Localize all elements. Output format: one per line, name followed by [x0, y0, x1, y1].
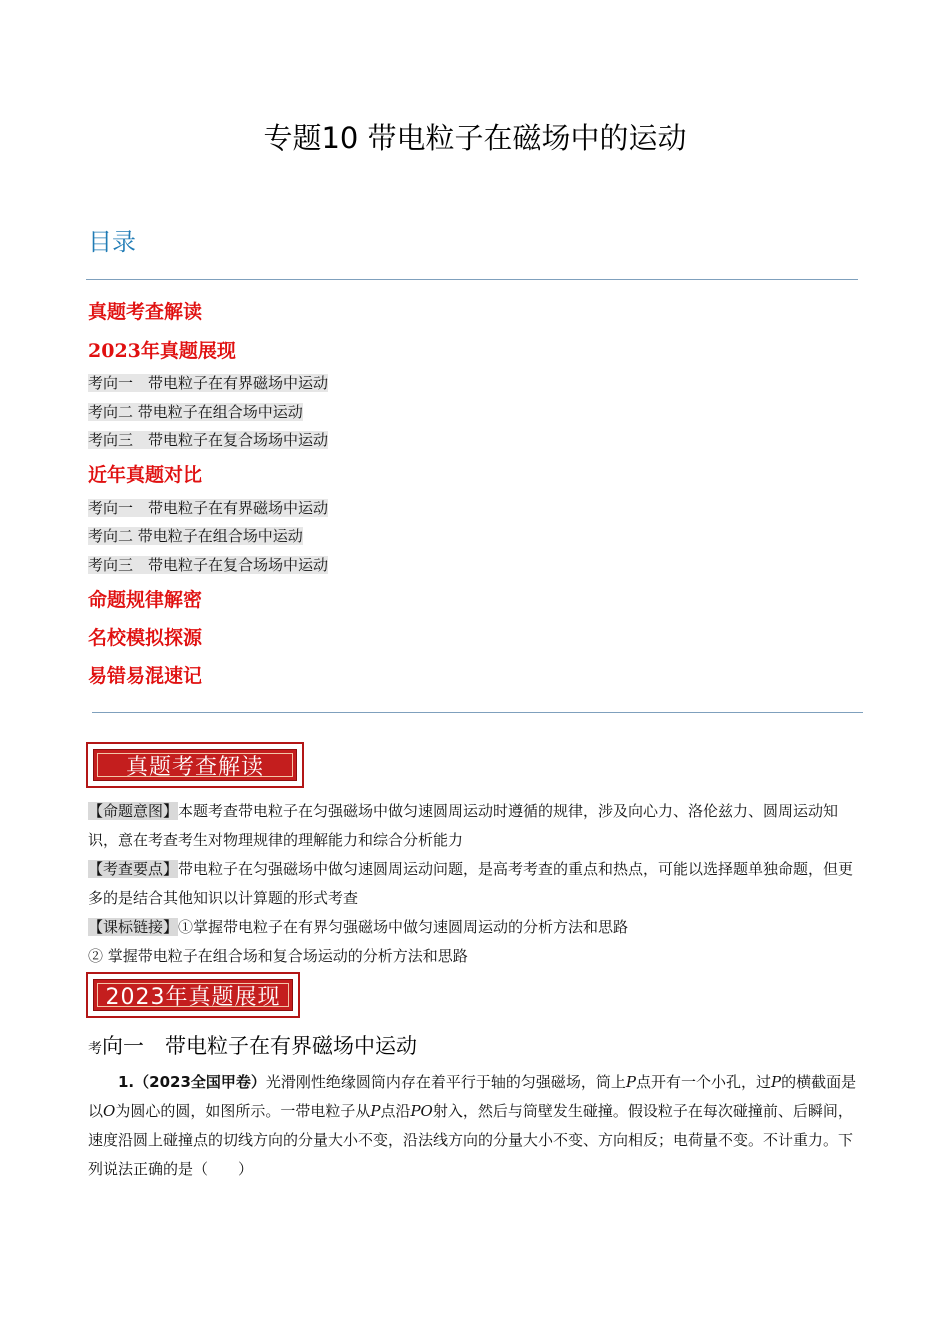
- question: [88, 1068, 866, 1184]
- toc-subitem-label: 考向三 带电粒子在复合场场中运动: [88, 556, 329, 574]
- paragraph-text: 本题考查带电粒子在匀强磁场中做匀速圆周运动时遵循的规律，涉及向心力、洛伦兹力、圆周运动知识，意在考查考生对物理规律的理解能力和综合分析能力: [88, 802, 839, 849]
- toc-item[interactable]: 名校模拟探源: [88, 627, 203, 649]
- intro-paragraph: [88, 913, 866, 942]
- toc-item[interactable]: 近年真题对比: [88, 464, 203, 486]
- variable: O: [103, 1102, 116, 1120]
- section-heading-text: 向一 带电粒子在有界磁场中运动: [102, 1034, 417, 1058]
- toc-subitem-label: 考向一 带电粒子在有界磁场中运动: [88, 374, 329, 392]
- toc-subitem-label: 考向三 带电粒子在复合场场中运动: [88, 431, 329, 449]
- intro-paragraph: [88, 797, 866, 855]
- paragraph-text: 带电粒子在匀强磁场中做匀速圆周运动问题，是高考考查的重点和热点，可能以选择题单独命题，但更多的是结合其他知识以计算题的形式考查: [88, 860, 854, 907]
- question-text: 点开有一个小孔，过: [636, 1073, 772, 1091]
- section-banner: [86, 742, 304, 788]
- label-tag: 【考查要点】: [88, 860, 179, 878]
- toc-subitem[interactable]: [88, 372, 328, 393]
- variable: PO: [410, 1102, 433, 1120]
- toc-item[interactable]: 真题考查解读: [88, 301, 203, 323]
- question-source: （2023全国甲卷）: [134, 1073, 266, 1091]
- toc-subitem[interactable]: [88, 401, 303, 422]
- question-text: 的横截面是以: [88, 1073, 857, 1120]
- intro-paragraph: [88, 855, 866, 913]
- variable: P: [625, 1073, 636, 1091]
- toc-subitem-label: 考向二 带电粒子在组合场中运动: [88, 527, 303, 545]
- toc-subitem[interactable]: [88, 525, 303, 546]
- label-tag: 【课标链接】: [88, 918, 179, 936]
- intro-paragraph: ② 掌握带电粒子在组合场和复合场运动的分析方法和思路: [88, 947, 468, 965]
- toc-subitem[interactable]: [88, 429, 328, 450]
- toc-subitem[interactable]: [88, 554, 328, 575]
- section-heading: [88, 1030, 417, 1060]
- divider: [86, 279, 858, 280]
- toc-item[interactable]: 易错易混速记: [88, 665, 203, 687]
- label-tag: 【命题意图】: [88, 802, 179, 820]
- toc-subitem-label: 考向二 带电粒子在组合场中运动: [88, 403, 303, 421]
- toc-subitem-label: 考向一 带电粒子在有界磁场中运动: [88, 499, 329, 517]
- toc-item[interactable]: 命题规律解密: [88, 589, 203, 611]
- variable: P: [771, 1073, 782, 1091]
- question-text: 光滑刚性绝缘圆筒内存在着平行于轴的匀强磁场，筒上: [265, 1073, 626, 1091]
- paragraph-text: ①掌握带电粒子在有界匀强磁场中做匀速圆周运动的分析方法和思路: [178, 918, 629, 936]
- section-heading-prefix: 考: [88, 1041, 102, 1057]
- question-text: 点沿: [380, 1102, 411, 1120]
- section-banner-label: 2023年真题展现: [105, 984, 281, 1010]
- divider: [92, 712, 863, 713]
- toc-heading: 目录: [88, 228, 136, 256]
- variable: P: [370, 1102, 381, 1120]
- question-number: 1.: [118, 1073, 135, 1091]
- question-text: 射入，然后与筒壁发生碰撞。假设粒子在每次碰撞前、后瞬间，速度沿圆上碰撞点的切线方向的分量大小不变，沿法线方向的分量大小不变、方向相反；电荷量不变。不计重力。下列说法正确的是（ ）: [88, 1102, 854, 1178]
- question-text: 为圆心的圆，如图所示。一带电粒子从: [115, 1102, 371, 1120]
- section-banner: [86, 972, 300, 1018]
- toc-subitem[interactable]: [88, 497, 328, 518]
- toc-item[interactable]: 2023年真题展现: [88, 340, 236, 362]
- page-title: 专题10 带电粒子在磁场中的运动: [263, 121, 687, 155]
- section-banner-label: 真题考查解读: [125, 754, 264, 780]
